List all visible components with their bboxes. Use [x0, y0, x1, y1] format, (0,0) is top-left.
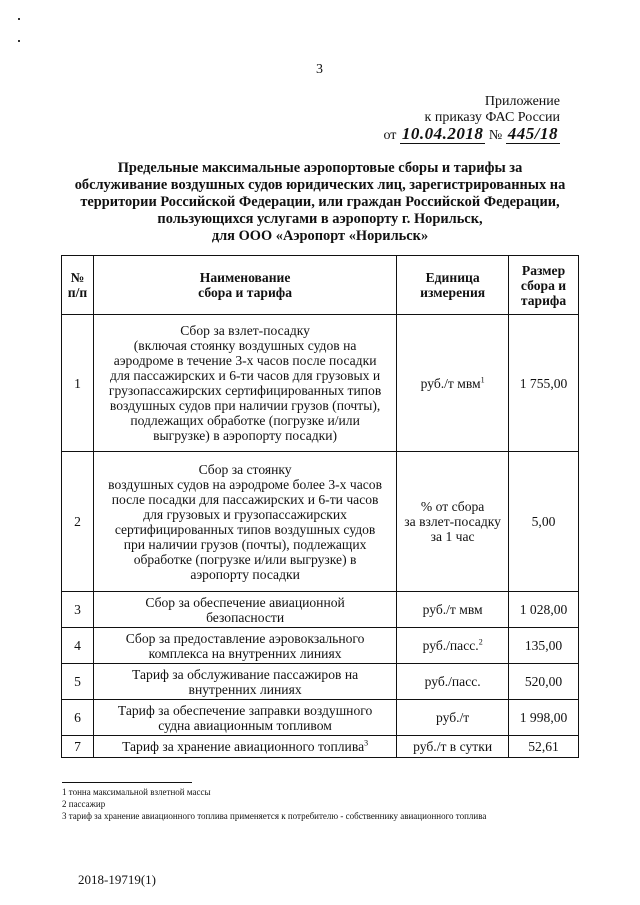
cell-unit: [397, 628, 509, 664]
approval-date-line: [383, 126, 560, 144]
cell-num: 1: [62, 315, 94, 452]
header-name: Наименование сбора и тарифа: [93, 256, 396, 315]
footnote: 3 тариф за хранение авиационного топлива применяется к потребителю - собственнику авиационного топлива: [62, 811, 487, 821]
approval-block: [383, 94, 560, 144]
cell-num: 2: [62, 452, 94, 592]
cell-rate: 52,61: [509, 736, 579, 758]
cell-unit: % от сбора за взлет-посадку за 1 час: [397, 452, 509, 592]
cell-rate: 1 998,00: [509, 700, 579, 736]
cell-name: Сбор за обеспечение авиационной безопасности: [93, 592, 396, 628]
approval-title: Приложение: [484, 94, 560, 109]
cell-num: 3: [62, 592, 94, 628]
title-line: Предельные максимальные аэропортовые сборы и тарифы за: [117, 160, 523, 176]
scan-mark: [18, 40, 20, 42]
cell-name: Тариф за обеспечение заправки воздушного судна авиационным топливом: [93, 700, 396, 736]
unit-text: руб./т мвм: [420, 375, 481, 391]
cell-num: 7: [62, 736, 94, 758]
cell-rate: 135,00: [509, 628, 579, 664]
number-prefix: №: [488, 128, 503, 143]
footnote: 2 пассажир: [62, 799, 106, 809]
table-row: [62, 315, 579, 452]
cell-name: Сбор за стоянку воздушных судов на аэродроме более 3-х часов после посадки для пассажирских и 6-ти часов для грузовых и грузопассажирских сертифицированных типов воздушных судов при наличии грузов (почты), подлежащих обработке (погрузке и/или выгрузке) в аэропорту посадки: [93, 452, 396, 592]
title-line: пользующихся услугами в аэропорту г. Норильск,: [157, 211, 483, 227]
cell-rate: 520,00: [509, 664, 579, 700]
cell-rate: 1 755,00: [509, 315, 579, 452]
table-row: [62, 664, 579, 700]
approval-order: к приказу ФАС России: [424, 110, 560, 125]
cell-unit: руб./т мвм: [397, 592, 509, 628]
cell-num: 4: [62, 628, 94, 664]
cell-name: Сбор за взлет-посадку (включая стоянку воздушных судов на аэродроме в течение 3-х часов после посадки для пассажирских и 6-ти часов для грузовых и грузопассажирских сертифицированных типов воздушных судов при наличии грузов (почты), подлежащих обработке (погрузке и/или выгрузке) в аэропорту посадки): [93, 315, 396, 452]
page-number: 3: [316, 62, 323, 77]
title-line: обслуживание воздушных судов юридических лиц, зарегистрированных на: [74, 177, 566, 193]
header-num: № п/п: [62, 256, 94, 315]
footnote-ref: 1: [480, 374, 485, 384]
cell-rate: 5,00: [509, 452, 579, 592]
cell-unit: [397, 315, 509, 452]
handwritten-number: 445/18: [507, 124, 558, 143]
header-unit: Единица измерения: [397, 256, 509, 315]
date-prefix: от: [383, 128, 397, 143]
header-rate: Размер сбора и тарифа: [509, 256, 579, 315]
table-header-row: [62, 256, 579, 315]
footnotes: [62, 786, 486, 822]
footnote-ref: 2: [478, 637, 483, 647]
cell-rate: 1 028,00: [509, 592, 579, 628]
cell-unit: руб./пасс.: [397, 664, 509, 700]
scan-mark: [18, 18, 20, 20]
table-row: [62, 452, 579, 592]
cell-name: [93, 736, 396, 758]
table-row: [62, 700, 579, 736]
document-number: 2018-19719(1): [78, 872, 156, 887]
cell-name: Сбор за предоставление аэровокзального комплекса на внутренних линиях: [93, 628, 396, 664]
handwritten-date: 10.04.2018: [401, 124, 484, 143]
document-title: [56, 160, 584, 245]
table-row: [62, 628, 579, 664]
unit-text: руб./пасс.: [422, 638, 479, 653]
cell-num: 6: [62, 700, 94, 736]
cell-num: 5: [62, 664, 94, 700]
footnote-divider: [62, 782, 192, 783]
title-line: территории Российской Федерации, или граждан Российской Федерации,: [80, 194, 560, 210]
name-text: Тариф за хранение авиационного топлива: [122, 739, 365, 754]
cell-unit: руб./т в сутки: [397, 736, 509, 758]
table-row: [62, 736, 579, 758]
footnote: 1 тонна максимальной взлетной массы: [62, 787, 211, 797]
footnote-ref: 3: [364, 738, 369, 748]
fees-table: [61, 255, 579, 758]
cell-name: Тариф за обслуживание пассажиров на внутренних линиях: [93, 664, 396, 700]
cell-unit: руб./т: [397, 700, 509, 736]
table-row: [62, 592, 579, 628]
title-line: для ООО «Аэропорт «Норильск»: [211, 228, 429, 244]
